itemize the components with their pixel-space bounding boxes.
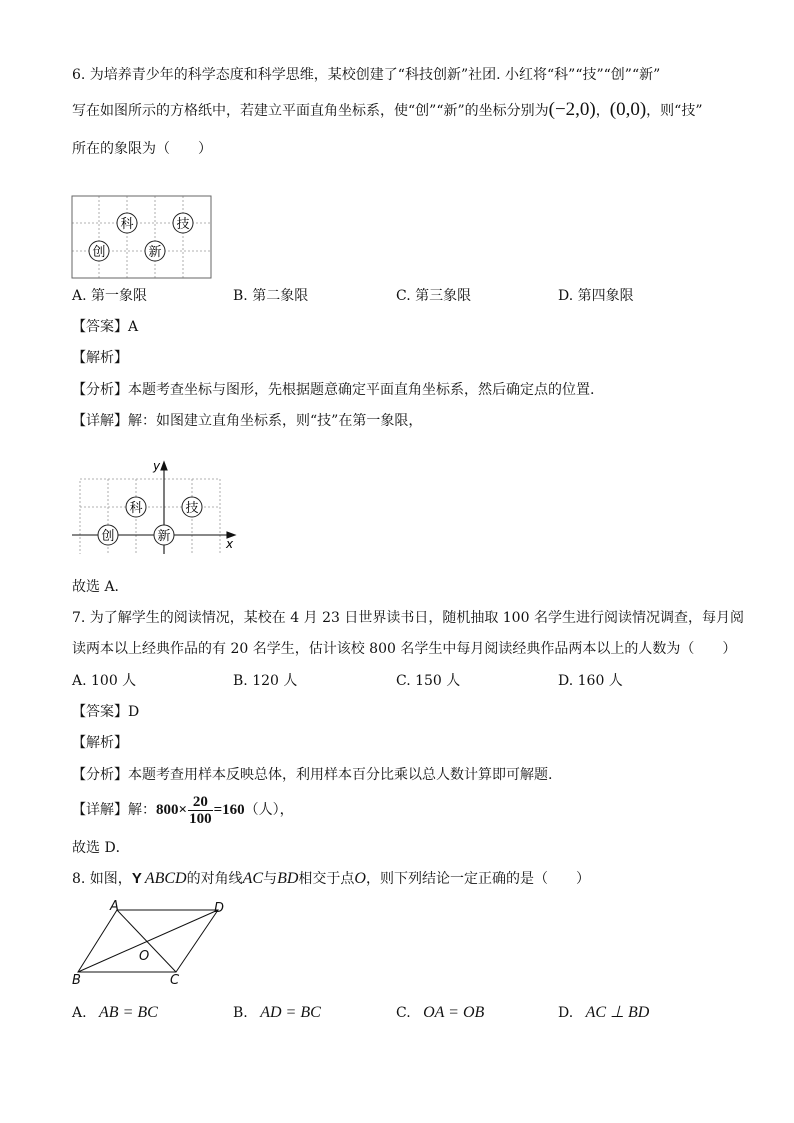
- diagonal-ac: AC: [242, 870, 264, 887]
- q7-analysis: 【分析】本题考查用样本反映总体，利用样本百分比乘以总人数计算即可解题.: [72, 767, 553, 783]
- q7-option-a: A. 100 人: [72, 673, 137, 689]
- q7-conclusion: 故选 D．: [72, 840, 130, 856]
- char-chuang: [98, 525, 118, 545]
- fraction: [188, 794, 213, 827]
- char-ke: [126, 497, 146, 517]
- q7-option-c: C. 150 人: [396, 673, 461, 689]
- q8-text-2: 与: [263, 871, 278, 887]
- calc-right: =160: [213, 802, 245, 818]
- char-ji: [173, 213, 193, 233]
- q6-detail: 【详解】解：如图建立直角坐标系，则“技”在第一象限，: [72, 413, 423, 429]
- q6-option-a: A. 第一象限: [72, 288, 148, 304]
- q7-option-b: B. 120 人: [233, 673, 298, 689]
- comma: ，: [595, 103, 610, 119]
- q6-stem-line-2: [72, 101, 703, 120]
- q6-stem-line-1: 6. 为培养青少年的科学态度和科学思维，某校创建了“科技创新”社团. 小红将“科”“技”“创”“新”: [72, 67, 661, 83]
- vertex-d-label: D: [214, 901, 225, 916]
- option-b-label: B.: [233, 1005, 248, 1021]
- q8-option-c: [396, 1004, 484, 1022]
- svg-text:创: 创: [101, 529, 115, 544]
- char-xin: [154, 525, 174, 545]
- q7-detail: [72, 790, 294, 830]
- axis-y-label: y: [153, 459, 161, 473]
- q8-option-b: [233, 1004, 321, 1022]
- q6-option-b: B. 第二象限: [233, 288, 309, 304]
- svg-text:科: 科: [120, 217, 134, 232]
- char-ke: [117, 213, 137, 233]
- q8-text-1: 的对角线: [186, 871, 243, 887]
- option-c-expr: OA = OB: [423, 1004, 485, 1021]
- q8-option-d: [558, 1004, 649, 1022]
- svg-text:技: 技: [176, 217, 190, 232]
- char-ji: [182, 497, 202, 517]
- shape-name: ABCD: [144, 870, 187, 887]
- option-c-label: C.: [396, 1005, 411, 1021]
- svg-text:技: 技: [185, 501, 199, 516]
- option-d-expr: AC ⊥ BD: [585, 1004, 650, 1021]
- q8-stem: [72, 870, 590, 888]
- q7-answer: 【答案】D: [72, 704, 140, 720]
- q6-grid-figure: [70, 194, 215, 280]
- option-b-expr: AD = BC: [260, 1004, 321, 1021]
- parallelogram-figure: [70, 900, 230, 990]
- option-a-label: A.: [72, 1005, 87, 1021]
- q8-text-4: ，则下列结论一定正确的是（ ）: [365, 871, 590, 887]
- fraction-numerator: 20: [188, 794, 213, 811]
- q6-option-c: C. 第三象限: [396, 288, 472, 304]
- calc-unit: （人），: [244, 802, 294, 818]
- q6-option-d: D. 第四象限: [558, 288, 634, 304]
- parallelogram-symbol: Y: [131, 870, 142, 887]
- svg-text:新: 新: [157, 529, 171, 544]
- q7-detail-prefix: 【详解】解：: [72, 802, 156, 818]
- vertex-b-label: B: [72, 973, 81, 988]
- q6-analysis-title: 【解析】: [72, 350, 128, 366]
- q6-conclusion: 故选 A．: [72, 579, 129, 595]
- option-d-label: D.: [558, 1005, 574, 1021]
- char-chuang: [89, 241, 109, 261]
- q8-prefix: 8. 如图，: [72, 871, 132, 887]
- char-xin: [145, 241, 165, 261]
- axis-x-label: x: [226, 537, 234, 551]
- grid-border: [72, 196, 211, 278]
- fraction-denominator: 100: [189, 810, 212, 827]
- calc-left: 800×: [156, 802, 188, 818]
- point-o: O: [354, 870, 366, 887]
- q6-stem-text: 写在如图所示的方格纸中，若建立平面直角坐标系，使“创”“新”的坐标分别为: [72, 103, 549, 119]
- q8-text-3: 相交于点: [298, 871, 355, 887]
- q7-option-d: D. 160 人: [558, 673, 623, 689]
- q7-analysis-title: 【解析】: [72, 735, 128, 751]
- vertex-c-label: C: [170, 973, 180, 988]
- svg-text:创: 创: [92, 245, 106, 260]
- coord-xin: (0,0): [609, 99, 647, 120]
- center-o-label: O: [139, 949, 150, 964]
- svg-text:新: 新: [148, 245, 162, 260]
- diagonal-bd: BD: [277, 870, 299, 887]
- option-a-expr: AB = BC: [99, 1004, 158, 1021]
- q6-stem-tail: ，则“技”: [646, 103, 703, 119]
- q6-answer: 【答案】A: [72, 319, 139, 335]
- coord-chuang: (−2,0): [548, 99, 596, 120]
- svg-text:科: 科: [129, 501, 143, 516]
- q8-option-a: [72, 1004, 158, 1022]
- q6-analysis: 【分析】本题考查坐标与图形，先根据题意确定平面直角坐标系，然后确定点的位置.: [72, 382, 595, 398]
- coordinate-axes: [72, 462, 235, 554]
- q6-axes-figure: [70, 458, 242, 554]
- grid-lines: [72, 196, 211, 278]
- vertex-a-label: A: [110, 900, 119, 914]
- q7-stem-line-2: 读两本以上经典作品的有 20 名学生，估计该校 800 名学生中每月阅读经典作品两本以上的人数为（ ）: [72, 641, 737, 657]
- q7-stem-line-1: 7. 为了解学生的阅读情况，某校在 4 月 23 日世界读书日，随机抽取 100 名学生进行阅读情况调查，每月阅: [72, 610, 744, 626]
- q6-stem-line-3: 所在的象限为（ ）: [72, 141, 212, 157]
